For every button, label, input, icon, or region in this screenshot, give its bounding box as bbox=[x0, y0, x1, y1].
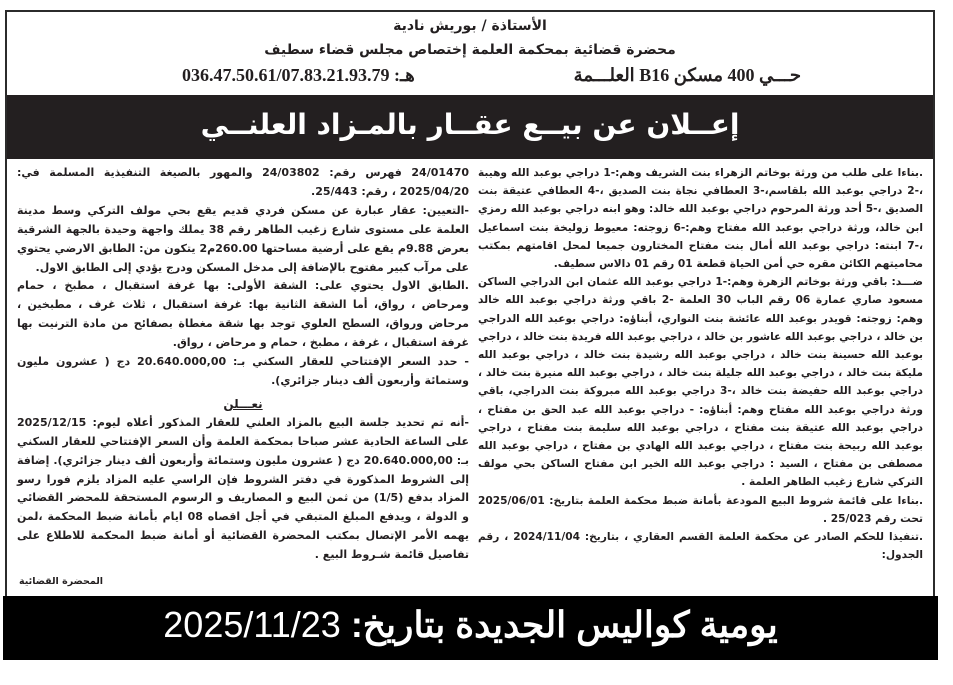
office-phone: هـ: 036.47.50.61/07.83.21.93.79 bbox=[182, 65, 415, 85]
bailiff-name: الأستاذة / بوريش نادية bbox=[393, 18, 547, 34]
footer-publication bbox=[163, 604, 777, 646]
office-address: حـــي 400 مسكن B16 العلـــمة bbox=[573, 65, 801, 85]
bailiff-office: محضرة قضائية بمحكمة العلمة إختصاص مجلس قضاء سطيف bbox=[264, 42, 676, 58]
paragraph-property-description: -التعيين: عقار عبارة عن مسكن فردي قديم يقع بحي مولف التركي وسط مدينة العلمة على مستوى شارع زغيب الطاهر رقم 38 يملك واجهة وحيدة بالجهة الشرقية بعرض 9.88م يقع على أرضية مساحتها 260.00م2 يتكون من: الطابق الارضي يحتوي على مرآب كبير مفتوح بالإضافة إلى مدخل المسكن ودرج يؤدي إلى الطابق الاول. bbox=[17, 203, 470, 274]
paragraph-defendants: ضـــد: باقي ورثة بوخاتم الزهرة وهم:-1 دراجي بوعبد الله عثمان ابن الدراجي الساكن مسعود صاري عمارة 06 رقم الباب 30 العلمة -2 باقي ورثة دراجي بوعبد الله خالد وهم: زوجته: قويدر بوعبد الله عائشة بنت النواري، أبناؤه: دراجي بوعبد الله الدراجي بن خالد ، دراجي بوعبد الله عاشور بن خالد ، دراجي بوعبد الله فريدة بنت خالد ، دراجي بوعبد الله حسينة بنت خالد ، دراجي بوعبد الله رشيدة بنت خالد ، دراجي بوعبد الله مليكة بنت خالد ، دراجي بوعبد الله جليلة بنت خالد ، دراجي بوعبد الله منيرة بنت خالد ، دراجي بوعبد الله حفيضة بنت خالد ،-3 دراجي بوعبد الله مبروكة بنت الدراجي، باقي ورثة دراجي بوعبد الله مفتاح وهم: أبناؤه: - دراجي بوعبد الله عبد الحق بن مفتاح ، دراجي بوعبد الله عتيقة بنت مفتاح ، دراجي بوعبد الله سليمة بنت مفتاح ، دراجي بوعبد الله ربيحة بنت مفتاح ، دراجي بوعبد الله الهادي بن مفتاح ، دراجي بوعبد الله مصطفى بن مفتاح ، السيد : دراجي بوعبد الله الخير ابن مفتاح الساكن بحي مولف التركي شارع زغيب الطاهر العلمة . bbox=[478, 276, 924, 489]
footer-label: يومية كواليس الجديدة بتاريخ: bbox=[350, 604, 778, 645]
paragraph-opening-price: - حدد السعر الإفتتاحي للعقار السكني بـ: 20.640.000,00 دج ( عشرون مليون وستمائة وأربعون ألف دينار جزائري). bbox=[17, 355, 469, 387]
legal-notice-frame bbox=[5, 10, 935, 596]
notice-title: إعــلان عن بيــع عقــار بالمـزاد العلنــي bbox=[200, 108, 740, 141]
notice-header bbox=[7, 12, 933, 95]
left-column bbox=[17, 164, 469, 565]
paragraph-judgment: .تنفيذا للحكم الصادر عن محكمة العلمة القسم العقاري ، بتاريخ: 2024/11/04 ، رقم الجدول: bbox=[478, 531, 923, 562]
paragraph-conditions: .بناءا على قائمة شروط البيع المودعة بأمانة ضبط محكمة العلمة بتاريخ: 2025/06/01 تحت رقم 25/023 . bbox=[478, 494, 923, 525]
footer-band bbox=[3, 596, 938, 660]
paragraph-index: 24/01470 فهرس رقم: 24/03802 والمهور بالصيغة التنفيذية المسلمة في: 2025/04/20 ، رقم: 25/443. bbox=[17, 166, 470, 198]
footer-date: 2025/11/23 bbox=[163, 604, 341, 645]
contact-line bbox=[7, 65, 933, 91]
announcement-heading: نعـــلن bbox=[223, 396, 263, 411]
signature: المحضرة القضائية bbox=[19, 576, 104, 587]
paragraph-first-floor: .الطابق الاول يحتوي على: الشقة الأولى: بها غرفة استقبال ، مطبخ ، حمام ومرحاض ، رواق، أما الشقة الثانية بها: غرفة استقبال ، ثلاث غرف ، مطبخين ، مرحاض ورواق، السطح العلوي توجد بها شقة مغطاة بصفائح من مادة الترنيت بها غرفة استقبال ، غرفة ، مطبخ ، حمام و مرحاض ، رواق. bbox=[17, 279, 469, 350]
paragraph-announcement: -أنه تم تحديد جلسة البيع بالمزاد العلني للعقار المذكور أعلاه ليوم: 2025/12/15 على الساعة الحادية عشر صباحا بمحكمة العلمة وأن السعر الإفتتاحي للعقار السكني بـ: 20.640.000,00 دج ( عشرون مليون وستمائة وأربعون ألف دينار جزائري). إضافة إلى الشروط المذكورة في دفتر الشروط فإن الراسي عليه المزاد يلزم فورا رسو المزاد بدفع (1/5) من ثمن البيع و المصاريف و الرسوم المستحقة للمحضر القضائي و الدولة ، ويدفع المبلغ المتبقي في أجل اقصاه 08 ايام بأمانة ضبط المحكمة ،لمن يهمه الأمر الإتصال بمكتب المحضرة القضائية أو أمانة ضبط المحكمة للاطلاع على تفاصيل قائمة شـروط البيع . bbox=[17, 415, 470, 562]
notice-title-band bbox=[7, 95, 933, 159]
right-column bbox=[478, 164, 923, 564]
paragraph-plaintiffs: .بناءا على طلب من ورثة بوخاتم الزهراء بنت الشريف وهم:-1 دراجي بوعبد الله وهيبة ،-2 دراجي بوعبد الله بلقاسم،-3 العطافي نجاة بنت الصديق ،-4 العطافي عتيقة بنت الصديق ،-5 أحد ورثة المرحوم دراجي بوعبد الله خالد: وهو ابنه دراجي بوعبد الله رمزي ابن خالد، ورثة دراجي بوعبد الله مفتاح وهم:-6 زوجته: معيوط زوليخة بنت اسماعيل ،-7 ابنته: دراجي بوعبد الله أمال بنت مفتاح المختارون جميعا لمحل اقامتهم بمكتب محاميتهم الكائن مقره حي أمن الحياة قطعة 01 رقم 01 دالاس سطيف. bbox=[478, 167, 923, 271]
